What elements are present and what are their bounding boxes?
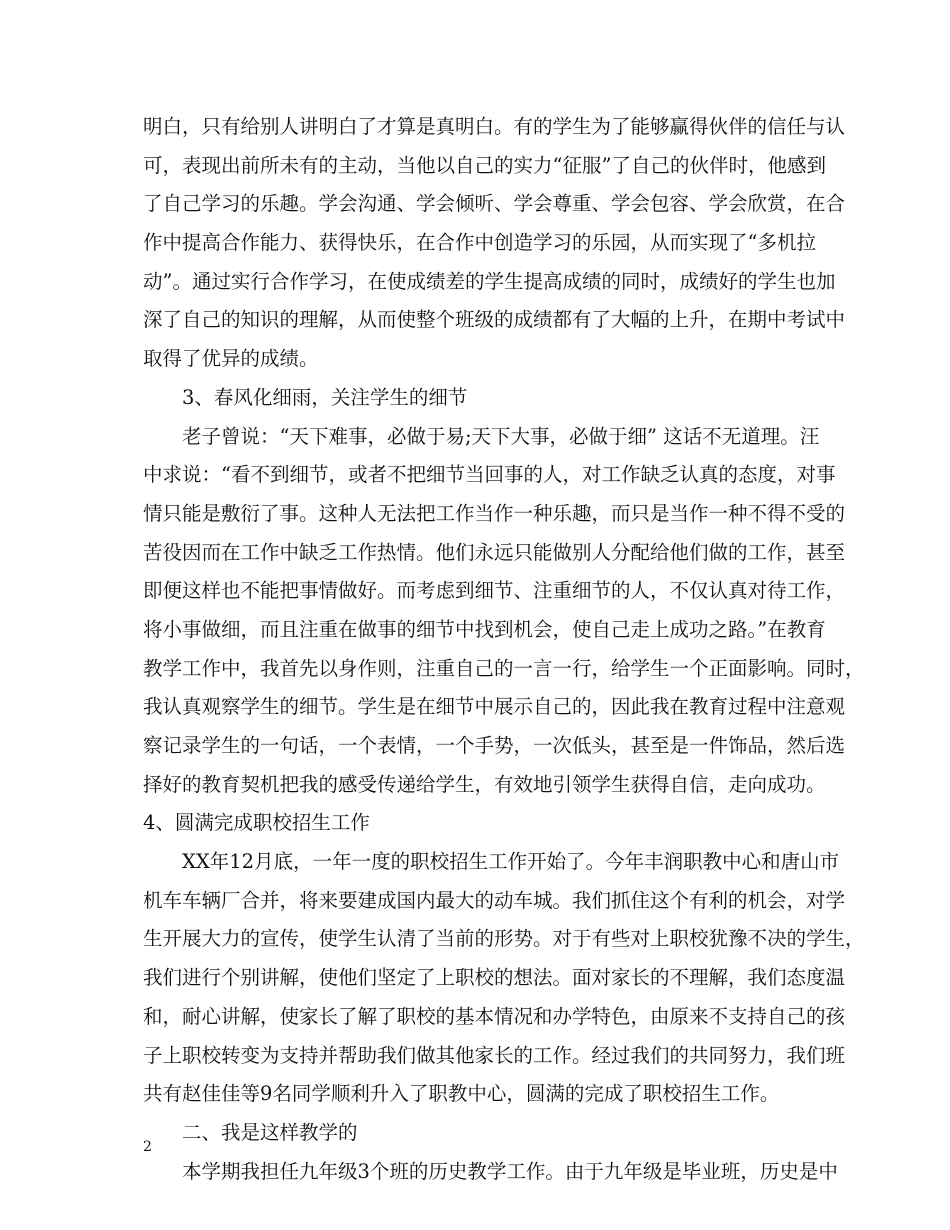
- text-line: 了自己学习的乐趣。学会沟通、学会倾听、学会尊重、学会包容、学会欣赏，在合: [143, 192, 846, 216]
- text-line: 生开展大力的宣传，使学生认清了当前的形势。对于有些对上职校犹豫不决的学生，: [143, 927, 865, 951]
- text-line: 子上职校转变为支持并帮助我们做其他家长的工作。经过我们的共同努力，我们班: [143, 1043, 846, 1067]
- text-line: 取得了优异的成绩。: [143, 347, 319, 371]
- text-line: 中求说：“看不到细节，或者不把细节当回事的人，对工作缺乏认真的态度，对事: [143, 463, 836, 487]
- text-line: 察记录学生的一句话，一个表情，一个手势，一次低头，甚至是一件饰品，然后选: [143, 734, 846, 757]
- text-line: XX年12月底，一年一度的职校招生工作开始了。今年丰润职教中心和唐山市: [182, 850, 840, 874]
- text-line: 我们进行个别讲解，使他们坚定了上职校的想法。面对家长的不理解，我们态度温: [143, 966, 846, 990]
- text-line: 本学期我担任九年级3个班的历史教学工作。由于九年级是毕业班，历史是中: [182, 1159, 838, 1183]
- page-number: 2: [143, 1139, 152, 1155]
- section-heading: 4、圆满完成职校招生工作: [143, 811, 370, 835]
- text-line: 明白，只有给别人讲明白了才算是真明白。有的学生为了能够赢得伙伴的信任与认: [143, 115, 846, 138]
- text-line: 苦役因而在工作中缺乏工作热情。他们永远只能做别人分配给他们做的工作，甚至: [143, 540, 846, 564]
- text-line: 和，耐心讲解，使家长了解了职校的基本情况和办学特色，由原来不支持自己的孩: [143, 1004, 846, 1028]
- text-line: 我认真观察学生的细节。学生是在细节中展示自己的，因此我在教育过程中注意观: [143, 695, 846, 719]
- text-line: 动”。通过实行合作学习，在使成绩差的学生提高成绩的同时，成绩好的学生也加: [143, 269, 836, 293]
- text-line: 情只能是敷衍了事。这种人无法把工作当作一种乐趣，而只是当作一种不得不受的: [143, 501, 846, 525]
- text-line: 共有赵佳佳等9名同学顺利升入了职教中心，圆满的完成了职校招生工作。: [143, 1082, 780, 1106]
- text-line: 老子曾说：“天下难事，必做于易;天下大事，必做于细” 这话不无道理。汪: [182, 424, 820, 448]
- text-line: 择好的教育契机把我的感受传递给学生，有效地引领学生获得自信，走向成功。: [143, 772, 826, 796]
- text-line: 教学工作中，我首先以身作则，注重自己的一言一行，给学生一个正面影响。同时，: [143, 656, 865, 680]
- text-line: 深了自己的知识的理解，从而使整个班级的成绩都有了大幅的上升，在期中考试中: [143, 308, 846, 332]
- text-line: 机车车辆厂合并，将来要建成国内最大的动车城。我们抓住这个有利的机会，对学: [143, 888, 846, 912]
- section-heading: 3、春风化细雨，关注学生的细节: [182, 385, 468, 409]
- document-body: [143, 108, 865, 1191]
- text-line: 作中提高合作能力、获得快乐，在合作中创造学习的乐园，从而实现了“多机拉: [143, 231, 816, 255]
- text-line: 即便这样也不能把事情做好。而考虑到细节、注重细节的人，不仅认真对待工作，: [143, 579, 846, 603]
- section-heading: 二、我是这样教学的: [182, 1120, 358, 1144]
- text-line: 可，表现出前所未有的主动，当他以自己的实力“征服”了自己的伙伴时，他感到: [143, 153, 826, 177]
- text-line: 将小事做细，而且注重在做事的细节中找到机会，使自己走上成功之路。”在教育: [143, 617, 826, 641]
